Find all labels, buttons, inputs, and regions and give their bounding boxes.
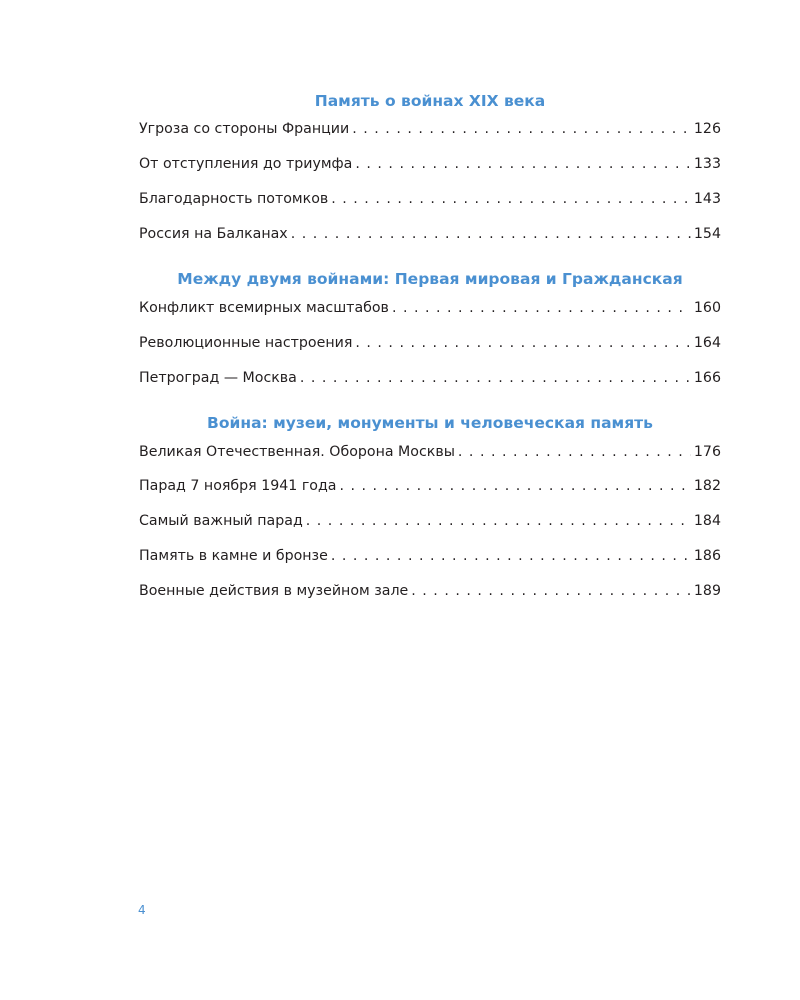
toc-entry[interactable] bbox=[139, 368, 721, 388]
entry-page-number: 182 bbox=[693, 478, 721, 494]
dot-leader bbox=[300, 368, 691, 388]
entry-page-number: 133 bbox=[693, 156, 721, 172]
entry-page-number: 189 bbox=[693, 583, 721, 599]
toc-entry[interactable] bbox=[139, 154, 721, 174]
toc-entry[interactable] bbox=[139, 546, 721, 566]
dot-leader bbox=[392, 298, 691, 318]
entry-title: Память в камне и бронзе bbox=[139, 548, 328, 564]
toc-entry[interactable] bbox=[139, 511, 721, 531]
dot-leader bbox=[331, 189, 691, 209]
toc-entry[interactable] bbox=[139, 119, 721, 139]
entry-title: От отступления до триумфа bbox=[139, 156, 353, 172]
dot-leader bbox=[291, 224, 691, 244]
entry-page-number: 164 bbox=[693, 335, 721, 351]
entry-title: Революционные настроения bbox=[139, 335, 353, 351]
toc-entry[interactable] bbox=[139, 442, 721, 462]
entry-title: Угроза со стороны Франции bbox=[139, 121, 350, 137]
entry-title: Парад 7 ноября 1941 года bbox=[139, 478, 337, 494]
dot-leader bbox=[355, 154, 691, 174]
dot-leader bbox=[411, 581, 691, 601]
entry-page-number: 160 bbox=[693, 300, 721, 316]
toc-entry[interactable] bbox=[139, 189, 721, 209]
dot-leader bbox=[355, 333, 691, 353]
entry-title: Великая Отечественная. Оборона Москвы bbox=[139, 444, 455, 460]
entry-title: Петроград — Москва bbox=[139, 370, 297, 386]
section-title: Между двумя войнами: Первая мировая и Гражданская bbox=[177, 270, 683, 288]
entry-page-number: 184 bbox=[693, 513, 721, 529]
entry-page-number: 154 bbox=[693, 226, 721, 242]
dot-leader bbox=[306, 511, 691, 531]
section-title: Память о войнах XIX века bbox=[314, 92, 546, 110]
entry-page-number: 126 bbox=[693, 121, 721, 137]
toc-entry[interactable] bbox=[139, 333, 721, 353]
toc-entry[interactable] bbox=[139, 224, 721, 244]
entry-title: Конфликт всемирных масштабов bbox=[139, 300, 389, 316]
dot-leader bbox=[331, 546, 691, 566]
entry-title: Самый важный парад bbox=[139, 513, 303, 529]
entry-title: Военные действия в музейном зале bbox=[139, 583, 409, 599]
toc-entry[interactable] bbox=[139, 581, 721, 601]
entry-page-number: 143 bbox=[693, 191, 721, 207]
page-number: 4 bbox=[138, 903, 146, 917]
entry-title: Россия на Балканах bbox=[139, 226, 288, 242]
entry-page-number: 176 bbox=[693, 444, 721, 460]
dot-leader bbox=[458, 442, 691, 462]
toc-entry[interactable] bbox=[139, 476, 721, 496]
dot-leader bbox=[339, 476, 690, 496]
entry-page-number: 166 bbox=[693, 370, 721, 386]
section-title: Война: музеи, монументы и человеческая память bbox=[207, 414, 653, 432]
entry-title: Благодарность потомков bbox=[139, 191, 329, 207]
entry-page-number: 186 bbox=[693, 548, 721, 564]
dot-leader bbox=[352, 119, 691, 139]
toc-entry[interactable] bbox=[139, 298, 721, 318]
